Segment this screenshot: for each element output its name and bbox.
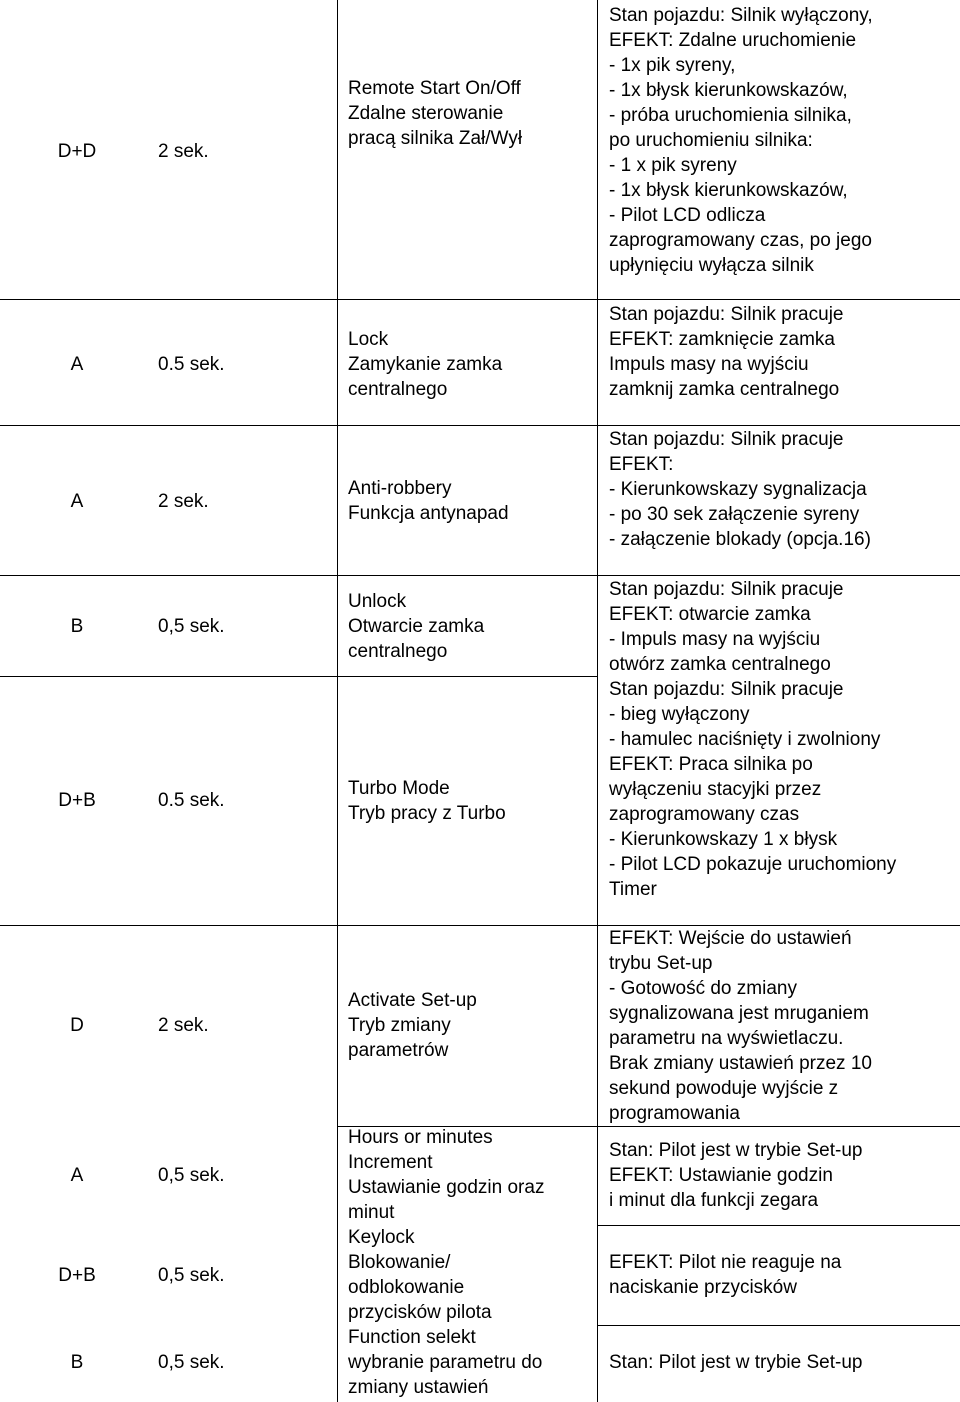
column-divider bbox=[597, 0, 598, 1402]
row-divider bbox=[597, 299, 960, 300]
row-divider bbox=[597, 1225, 960, 1226]
effect-description: EFEKT: Wejście do ustawień trybu Set-up - Gotowość do zmiany sygnalizowana jest mruganiem parametru na wyświetlaczu. Brak zmiany ustawień przez 10 sekund powoduje wyjście z programowania bbox=[609, 928, 872, 1124]
effect-description: Stan pojazdu: Silnik pracuje EFEKT: - Kierunkowskazy sygnalizacja - po 30 sek załączenie syreny - załączenie blokady (opcja.16) bbox=[609, 429, 871, 550]
press-time: 0.5 sek. bbox=[158, 790, 225, 811]
press-time: 0,5 sek. bbox=[158, 1265, 225, 1286]
press-time: 0.5 sek. bbox=[158, 354, 225, 375]
function-description: Keylock Blokowanie/ odblokowanie przycisków pilota bbox=[348, 1227, 492, 1323]
effect-description: EFEKT: Pilot nie reaguje na naciskanie przycisków bbox=[609, 1252, 842, 1298]
function-description: Hours or minutes Increment Ustawianie godzin oraz minut bbox=[348, 1127, 545, 1223]
press-time: 0,5 sek. bbox=[158, 1352, 225, 1373]
press-time: 0,5 sek. bbox=[158, 616, 225, 637]
function-description: Activate Set-up Tryb zmiany parametrów bbox=[348, 990, 477, 1061]
function-description: Function selekt wybranie parametru do zmiany ustawień bbox=[348, 1327, 543, 1398]
button-combo: B bbox=[70, 1352, 84, 1373]
button-combo: A bbox=[70, 1165, 84, 1186]
button-combo: A bbox=[70, 354, 84, 375]
press-time: 2 sek. bbox=[158, 491, 209, 512]
effect-description: Stan: Pilot jest w trybie Set-up EFEKT: Ustawianie godzin i minut dla funkcji zegara bbox=[609, 1140, 863, 1211]
button-combo: D+B bbox=[58, 790, 96, 811]
button-combo: D+D bbox=[57, 141, 97, 162]
row-divider bbox=[0, 575, 960, 576]
row-divider bbox=[0, 425, 960, 426]
effect-description: Stan pojazdu: Silnik pracuje - bieg wyłączony - hamulec naciśnięty i zwolniony EFEKT: Praca silnika po wyłączeniu stacyjki przez zaprogramowany czas - Kierunkowskazy 1 x błysk - Pilot LCD pokazuje uruchomiony Timer bbox=[609, 679, 897, 900]
row-divider bbox=[0, 676, 597, 677]
function-description: Lock Zamykanie zamka centralnego bbox=[348, 329, 503, 400]
button-combo: D bbox=[70, 1015, 84, 1036]
function-description: Anti-robbery Funkcja antynapad bbox=[348, 478, 509, 524]
column-divider bbox=[337, 0, 338, 1402]
effect-description: Stan pojazdu: Silnik pracuje EFEKT: otwarcie zamka - Impuls masy na wyjściu otwórz zamka centralnego bbox=[609, 579, 844, 675]
press-time: 0,5 sek. bbox=[158, 1165, 225, 1186]
button-combo: A bbox=[70, 491, 84, 512]
effect-description: Stan: Pilot jest w trybie Set-up bbox=[609, 1352, 863, 1373]
row-divider bbox=[0, 299, 337, 300]
function-description: Remote Start On/Off Zdalne sterowanie pracą silnika Zał/Wył bbox=[348, 78, 523, 149]
press-time: 2 sek. bbox=[158, 141, 209, 162]
row-divider bbox=[337, 299, 597, 300]
button-combo: B bbox=[70, 616, 84, 637]
press-time: 2 sek. bbox=[158, 1015, 209, 1036]
function-description: Turbo Mode Tryb pracy z Turbo bbox=[348, 778, 506, 824]
effect-description: Stan pojazdu: Silnik pracuje EFEKT: zamknięcie zamka Impuls masy na wyjściu zamknij zamka centralnego bbox=[609, 304, 844, 400]
row-divider bbox=[597, 1325, 960, 1326]
function-description: Unlock Otwarcie zamka centralnego bbox=[348, 591, 485, 662]
button-combo: D+B bbox=[58, 1265, 96, 1286]
effect-description: Stan pojazdu: Silnik wyłączony, EFEKT: Zdalne uruchomienie - 1x pik syreny, - 1x błysk kierunkowskazów, - próba uruchomienia silnika, po uruchomieniu silnika: - 1 x pik syreny - 1x błysk kierunkowskazów, - Pilot LCD odlicza zaprogramowany czas, po jego upłynięciu wyłącza silnik bbox=[609, 5, 873, 276]
